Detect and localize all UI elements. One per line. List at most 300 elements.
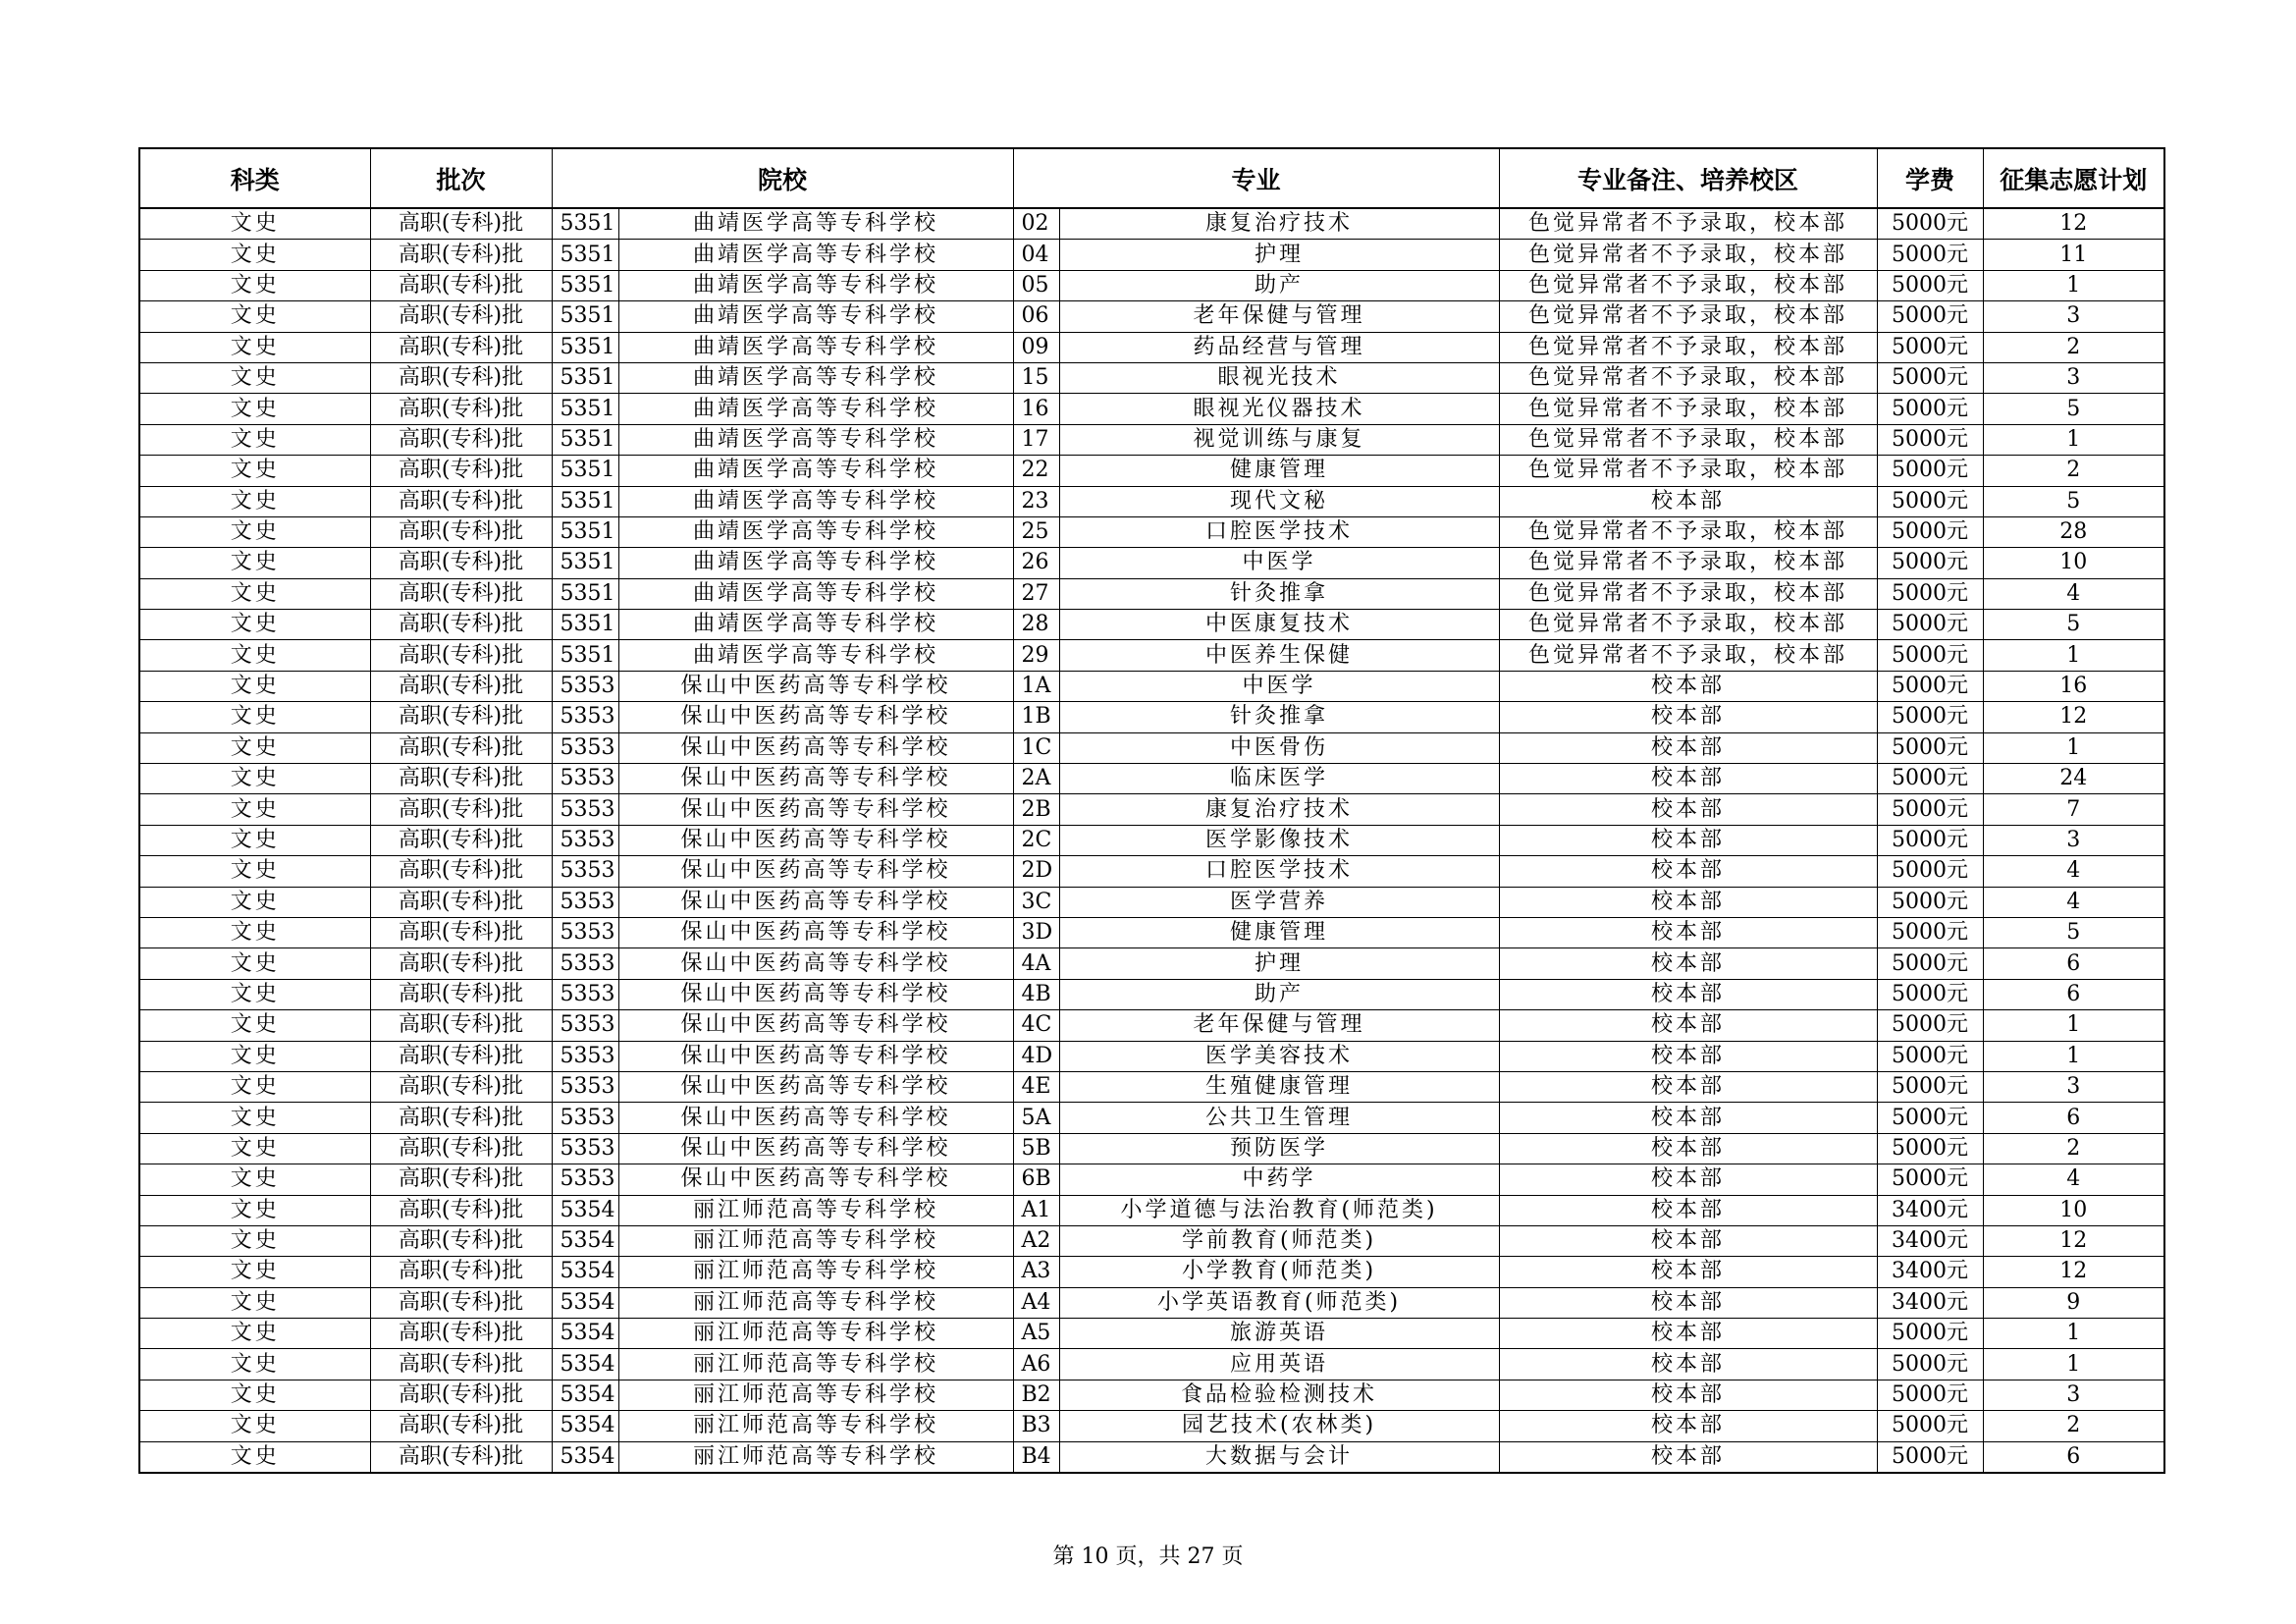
major-name-cell: 中医养生保健 (1059, 640, 1499, 671)
school-name-cell: 丽江师范高等专科学校 (618, 1195, 1013, 1225)
tuition-cell: 5000元 (1877, 240, 1983, 270)
tuition-cell: 5000元 (1877, 1411, 1983, 1441)
plan-count-cell: 7 (1983, 794, 2164, 825)
notes-cell: 色觉异常者不予录取，校本部 (1499, 424, 1877, 455)
notes-cell: 校本部 (1499, 486, 1877, 516)
major-code-cell: A5 (1013, 1319, 1059, 1349)
school-name-cell: 保山中医药高等专科学校 (618, 702, 1013, 732)
batch-cell: 高职(专科)批 (370, 610, 552, 640)
table-row (139, 732, 2164, 763)
major-name-cell: 针灸推拿 (1059, 578, 1499, 609)
plan-count-cell: 5 (1983, 917, 2164, 947)
batch-cell: 高职(专科)批 (370, 424, 552, 455)
major-code-cell: 1A (1013, 671, 1059, 701)
school-code-cell: 5351 (552, 548, 618, 578)
plan-count-cell: 9 (1983, 1287, 2164, 1318)
category-cell: 文史 (139, 362, 370, 393)
batch-cell: 高职(专科)批 (370, 1103, 552, 1133)
major-name-cell: 园艺技术(农林类) (1059, 1411, 1499, 1441)
table-row (139, 948, 2164, 979)
plan-count-cell: 6 (1983, 1441, 2164, 1473)
major-code-cell: 04 (1013, 240, 1059, 270)
plan-count-cell: 1 (1983, 732, 2164, 763)
plan-count-cell: 10 (1983, 1195, 2164, 1225)
notes-cell: 色觉异常者不予录取，校本部 (1499, 208, 1877, 240)
tuition-cell: 5000元 (1877, 208, 1983, 240)
school-name-cell: 曲靖医学高等专科学校 (618, 516, 1013, 547)
batch-cell: 高职(专科)批 (370, 301, 552, 332)
tuition-cell: 5000元 (1877, 825, 1983, 855)
major-name-cell: 老年保健与管理 (1059, 1010, 1499, 1041)
plan-count-cell: 4 (1983, 578, 2164, 609)
tuition-cell: 5000元 (1877, 394, 1983, 424)
batch-cell: 高职(专科)批 (370, 1225, 552, 1256)
major-name-cell: 健康管理 (1059, 917, 1499, 947)
major-name-cell: 健康管理 (1059, 456, 1499, 486)
plan-count-cell: 5 (1983, 610, 2164, 640)
school-name-cell: 曲靖医学高等专科学校 (618, 610, 1013, 640)
plan-count-cell: 11 (1983, 240, 2164, 270)
table-row (139, 856, 2164, 887)
school-name-cell: 保山中医药高等专科学校 (618, 856, 1013, 887)
batch-cell: 高职(专科)批 (370, 456, 552, 486)
plan-count-cell: 3 (1983, 1380, 2164, 1410)
school-code-cell: 5351 (552, 456, 618, 486)
tuition-cell: 3400元 (1877, 1225, 1983, 1256)
major-code-cell: A6 (1013, 1349, 1059, 1380)
table-row (139, 1319, 2164, 1349)
table-header-row (139, 148, 2164, 208)
table-row (139, 578, 2164, 609)
major-code-cell: 09 (1013, 332, 1059, 362)
table-row (139, 1164, 2164, 1195)
tuition-cell: 5000元 (1877, 764, 1983, 794)
school-code-cell: 5354 (552, 1225, 618, 1256)
category-cell: 文史 (139, 208, 370, 240)
plan-count-cell: 3 (1983, 825, 2164, 855)
school-name-cell: 曲靖医学高等专科学校 (618, 424, 1013, 455)
plan-count-cell: 4 (1983, 887, 2164, 917)
batch-cell: 高职(专科)批 (370, 1319, 552, 1349)
major-code-cell: 1C (1013, 732, 1059, 763)
notes-cell: 校本部 (1499, 671, 1877, 701)
school-code-cell: 5351 (552, 362, 618, 393)
table-row (139, 332, 2164, 362)
category-cell: 文史 (139, 856, 370, 887)
school-name-cell: 曲靖医学高等专科学校 (618, 301, 1013, 332)
batch-cell: 高职(专科)批 (370, 1195, 552, 1225)
plan-count-cell: 1 (1983, 424, 2164, 455)
major-name-cell: 临床医学 (1059, 764, 1499, 794)
category-cell: 文史 (139, 917, 370, 947)
school-name-cell: 保山中医药高等专科学校 (618, 1164, 1013, 1195)
batch-cell: 高职(专科)批 (370, 1441, 552, 1473)
notes-cell: 色觉异常者不予录取，校本部 (1499, 640, 1877, 671)
table-row (139, 270, 2164, 300)
school-code-cell: 5354 (552, 1380, 618, 1410)
tuition-cell: 5000元 (1877, 640, 1983, 671)
table-row (139, 979, 2164, 1009)
category-cell: 文史 (139, 516, 370, 547)
category-cell: 文史 (139, 702, 370, 732)
batch-cell: 高职(专科)批 (370, 240, 552, 270)
table-row (139, 208, 2164, 240)
school-name-cell: 保山中医药高等专科学校 (618, 1133, 1013, 1164)
tuition-cell: 5000元 (1877, 1041, 1983, 1071)
category-cell: 文史 (139, 887, 370, 917)
major-name-cell: 老年保健与管理 (1059, 301, 1499, 332)
header-major: 专业 (1013, 148, 1499, 208)
category-cell: 文史 (139, 1010, 370, 1041)
major-name-cell: 中医学 (1059, 671, 1499, 701)
school-code-cell: 5351 (552, 240, 618, 270)
notes-cell: 校本部 (1499, 948, 1877, 979)
school-code-cell: 5351 (552, 578, 618, 609)
table-row (139, 1411, 2164, 1441)
school-name-cell: 丽江师范高等专科学校 (618, 1411, 1013, 1441)
batch-cell: 高职(专科)批 (370, 1041, 552, 1071)
school-name-cell: 曲靖医学高等专科学校 (618, 332, 1013, 362)
major-code-cell: 4B (1013, 979, 1059, 1009)
table-row (139, 424, 2164, 455)
major-code-cell: 2A (1013, 764, 1059, 794)
category-cell: 文史 (139, 240, 370, 270)
tuition-cell: 5000元 (1877, 1319, 1983, 1349)
major-code-cell: B3 (1013, 1411, 1059, 1441)
major-name-cell: 护理 (1059, 948, 1499, 979)
category-cell: 文史 (139, 1195, 370, 1225)
table-row (139, 825, 2164, 855)
tuition-cell: 5000元 (1877, 424, 1983, 455)
plan-count-cell: 2 (1983, 1411, 2164, 1441)
page-number-footer: 第 10 页，共 27 页 (1052, 1544, 1244, 1569)
tuition-cell: 5000元 (1877, 610, 1983, 640)
category-cell: 文史 (139, 301, 370, 332)
plan-count-cell: 1 (1983, 1319, 2164, 1349)
notes-cell: 校本部 (1499, 1133, 1877, 1164)
plan-count-cell: 1 (1983, 640, 2164, 671)
school-code-cell: 5353 (552, 887, 618, 917)
school-code-cell: 5353 (552, 732, 618, 763)
school-code-cell: 5353 (552, 702, 618, 732)
notes-cell: 校本部 (1499, 887, 1877, 917)
tuition-cell: 5000元 (1877, 887, 1983, 917)
school-name-cell: 保山中医药高等专科学校 (618, 1041, 1013, 1071)
tuition-cell: 5000元 (1877, 1441, 1983, 1473)
table-row (139, 1287, 2164, 1318)
school-name-cell: 曲靖医学高等专科学校 (618, 578, 1013, 609)
major-name-cell: 口腔医学技术 (1059, 516, 1499, 547)
major-code-cell: 2D (1013, 856, 1059, 887)
table-row (139, 1225, 2164, 1256)
plan-count-cell: 2 (1983, 332, 2164, 362)
plan-count-cell: 16 (1983, 671, 2164, 701)
tuition-cell: 5000元 (1877, 456, 1983, 486)
batch-cell: 高职(专科)批 (370, 640, 552, 671)
plan-count-cell: 1 (1983, 1041, 2164, 1071)
table-body (139, 208, 2164, 1473)
notes-cell: 色觉异常者不予录取，校本部 (1499, 270, 1877, 300)
plan-count-cell: 12 (1983, 1225, 2164, 1256)
tuition-cell: 5000元 (1877, 671, 1983, 701)
plan-count-cell: 12 (1983, 1257, 2164, 1287)
plan-count-cell: 4 (1983, 856, 2164, 887)
table-row (139, 456, 2164, 486)
notes-cell: 校本部 (1499, 1257, 1877, 1287)
major-name-cell: 护理 (1059, 240, 1499, 270)
notes-cell: 校本部 (1499, 702, 1877, 732)
school-name-cell: 曲靖医学高等专科学校 (618, 548, 1013, 578)
notes-cell: 校本部 (1499, 825, 1877, 855)
major-code-cell: 25 (1013, 516, 1059, 547)
major-code-cell: 23 (1013, 486, 1059, 516)
notes-cell: 校本部 (1499, 1441, 1877, 1473)
major-name-cell: 现代文秘 (1059, 486, 1499, 516)
school-name-cell: 曲靖医学高等专科学校 (618, 208, 1013, 240)
major-code-cell: 02 (1013, 208, 1059, 240)
major-name-cell: 医学营养 (1059, 887, 1499, 917)
header-batch: 批次 (370, 148, 552, 208)
batch-cell: 高职(专科)批 (370, 764, 552, 794)
table-row (139, 394, 2164, 424)
notes-cell: 色觉异常者不予录取，校本部 (1499, 301, 1877, 332)
school-code-cell: 5354 (552, 1349, 618, 1380)
major-name-cell: 公共卫生管理 (1059, 1103, 1499, 1133)
table-row (139, 1103, 2164, 1133)
major-name-cell: 小学道德与法治教育(师范类) (1059, 1195, 1499, 1225)
table-row (139, 671, 2164, 701)
major-code-cell: 4D (1013, 1041, 1059, 1071)
tuition-cell: 5000元 (1877, 1010, 1983, 1041)
school-code-cell: 5354 (552, 1411, 618, 1441)
school-name-cell: 曲靖医学高等专科学校 (618, 394, 1013, 424)
school-code-cell: 5354 (552, 1319, 618, 1349)
batch-cell: 高职(专科)批 (370, 208, 552, 240)
batch-cell: 高职(专科)批 (370, 516, 552, 547)
major-name-cell: 助产 (1059, 270, 1499, 300)
school-code-cell: 5351 (552, 424, 618, 455)
plan-count-cell: 1 (1983, 1010, 2164, 1041)
school-name-cell: 丽江师范高等专科学校 (618, 1349, 1013, 1380)
category-cell: 文史 (139, 1041, 370, 1071)
major-name-cell: 学前教育(师范类) (1059, 1225, 1499, 1256)
school-code-cell: 5351 (552, 486, 618, 516)
school-name-cell: 丽江师范高等专科学校 (618, 1380, 1013, 1410)
table-row (139, 1441, 2164, 1473)
school-code-cell: 5353 (552, 1010, 618, 1041)
major-code-cell: 1B (1013, 702, 1059, 732)
school-name-cell: 曲靖医学高等专科学校 (618, 486, 1013, 516)
category-cell: 文史 (139, 1319, 370, 1349)
major-name-cell: 中医学 (1059, 548, 1499, 578)
table-row (139, 362, 2164, 393)
batch-cell: 高职(专科)批 (370, 332, 552, 362)
batch-cell: 高职(专科)批 (370, 825, 552, 855)
notes-cell: 校本部 (1499, 979, 1877, 1009)
school-name-cell: 保山中医药高等专科学校 (618, 887, 1013, 917)
major-code-cell: B2 (1013, 1380, 1059, 1410)
major-code-cell: A2 (1013, 1225, 1059, 1256)
notes-cell: 校本部 (1499, 1225, 1877, 1256)
table-row (139, 486, 2164, 516)
batch-cell: 高职(专科)批 (370, 548, 552, 578)
table-row (139, 301, 2164, 332)
header-notes: 专业备注、培养校区 (1499, 148, 1877, 208)
category-cell: 文史 (139, 1411, 370, 1441)
plan-count-cell: 5 (1983, 486, 2164, 516)
notes-cell: 色觉异常者不予录取，校本部 (1499, 394, 1877, 424)
category-cell: 文史 (139, 1071, 370, 1102)
major-name-cell: 康复治疗技术 (1059, 794, 1499, 825)
tuition-cell: 5000元 (1877, 270, 1983, 300)
major-code-cell: A3 (1013, 1257, 1059, 1287)
school-code-cell: 5353 (552, 1103, 618, 1133)
tuition-cell: 5000元 (1877, 948, 1983, 979)
notes-cell: 校本部 (1499, 1349, 1877, 1380)
school-name-cell: 保山中医药高等专科学校 (618, 979, 1013, 1009)
major-code-cell: 4C (1013, 1010, 1059, 1041)
plan-count-cell: 3 (1983, 1071, 2164, 1102)
batch-cell: 高职(专科)批 (370, 394, 552, 424)
tuition-cell: 5000元 (1877, 362, 1983, 393)
school-name-cell: 丽江师范高等专科学校 (618, 1287, 1013, 1318)
tuition-cell: 5000元 (1877, 979, 1983, 1009)
category-cell: 文史 (139, 640, 370, 671)
category-cell: 文史 (139, 794, 370, 825)
table-row (139, 1380, 2164, 1410)
tuition-cell: 5000元 (1877, 917, 1983, 947)
major-name-cell: 预防医学 (1059, 1133, 1499, 1164)
batch-cell: 高职(专科)批 (370, 1380, 552, 1410)
category-cell: 文史 (139, 610, 370, 640)
major-code-cell: 28 (1013, 610, 1059, 640)
category-cell: 文史 (139, 1257, 370, 1287)
major-name-cell: 口腔医学技术 (1059, 856, 1499, 887)
notes-cell: 校本部 (1499, 794, 1877, 825)
table-row (139, 764, 2164, 794)
notes-cell: 校本部 (1499, 917, 1877, 947)
tuition-cell: 5000元 (1877, 1380, 1983, 1410)
major-code-cell: 3C (1013, 887, 1059, 917)
category-cell: 文史 (139, 486, 370, 516)
notes-cell: 色觉异常者不予录取，校本部 (1499, 332, 1877, 362)
table-row (139, 1195, 2164, 1225)
category-cell: 文史 (139, 332, 370, 362)
major-name-cell: 旅游英语 (1059, 1319, 1499, 1349)
school-name-cell: 保山中医药高等专科学校 (618, 948, 1013, 979)
batch-cell: 高职(专科)批 (370, 1010, 552, 1041)
tuition-cell: 5000元 (1877, 1103, 1983, 1133)
school-code-cell: 5351 (552, 270, 618, 300)
category-cell: 文史 (139, 1349, 370, 1380)
major-code-cell: 15 (1013, 362, 1059, 393)
plan-count-cell: 12 (1983, 208, 2164, 240)
plan-count-cell: 5 (1983, 394, 2164, 424)
major-name-cell: 针灸推拿 (1059, 702, 1499, 732)
school-code-cell: 5354 (552, 1195, 618, 1225)
major-code-cell: 05 (1013, 270, 1059, 300)
major-name-cell: 应用英语 (1059, 1349, 1499, 1380)
tuition-cell: 3400元 (1877, 1195, 1983, 1225)
notes-cell: 校本部 (1499, 764, 1877, 794)
notes-cell: 校本部 (1499, 1411, 1877, 1441)
school-name-cell: 曲靖医学高等专科学校 (618, 240, 1013, 270)
table-row (139, 1257, 2164, 1287)
school-code-cell: 5351 (552, 394, 618, 424)
category-cell: 文史 (139, 1287, 370, 1318)
major-name-cell: 眼视光技术 (1059, 362, 1499, 393)
major-code-cell: 17 (1013, 424, 1059, 455)
batch-cell: 高职(专科)批 (370, 917, 552, 947)
major-code-cell: 6B (1013, 1164, 1059, 1195)
notes-cell: 色觉异常者不予录取，校本部 (1499, 240, 1877, 270)
category-cell: 文史 (139, 825, 370, 855)
tuition-cell: 5000元 (1877, 516, 1983, 547)
plan-count-cell: 1 (1983, 1349, 2164, 1380)
school-name-cell: 保山中医药高等专科学校 (618, 794, 1013, 825)
category-cell: 文史 (139, 764, 370, 794)
notes-cell: 校本部 (1499, 732, 1877, 763)
tuition-cell: 5000元 (1877, 1349, 1983, 1380)
school-code-cell: 5353 (552, 1133, 618, 1164)
tuition-cell: 5000元 (1877, 1164, 1983, 1195)
batch-cell: 高职(专科)批 (370, 856, 552, 887)
school-name-cell: 保山中医药高等专科学校 (618, 1103, 1013, 1133)
table-row (139, 1010, 2164, 1041)
category-cell: 文史 (139, 1164, 370, 1195)
batch-cell: 高职(专科)批 (370, 1071, 552, 1102)
school-code-cell: 5353 (552, 917, 618, 947)
category-cell: 文史 (139, 1380, 370, 1410)
notes-cell: 校本部 (1499, 1164, 1877, 1195)
school-name-cell: 保山中医药高等专科学校 (618, 764, 1013, 794)
table-row (139, 1349, 2164, 1380)
notes-cell: 校本部 (1499, 1010, 1877, 1041)
table-row (139, 1133, 2164, 1164)
school-name-cell: 保山中医药高等专科学校 (618, 1071, 1013, 1102)
major-code-cell: 29 (1013, 640, 1059, 671)
major-name-cell: 中医骨伤 (1059, 732, 1499, 763)
header-plan: 征集志愿计划 (1983, 148, 2164, 208)
notes-cell: 色觉异常者不予录取，校本部 (1499, 516, 1877, 547)
major-code-cell: 5B (1013, 1133, 1059, 1164)
category-cell: 文史 (139, 456, 370, 486)
category-cell: 文史 (139, 732, 370, 763)
notes-cell: 校本部 (1499, 1041, 1877, 1071)
category-cell: 文史 (139, 424, 370, 455)
batch-cell: 高职(专科)批 (370, 671, 552, 701)
plan-count-cell: 1 (1983, 270, 2164, 300)
major-code-cell: A4 (1013, 1287, 1059, 1318)
batch-cell: 高职(专科)批 (370, 1164, 552, 1195)
school-name-cell: 曲靖医学高等专科学校 (618, 640, 1013, 671)
batch-cell: 高职(专科)批 (370, 794, 552, 825)
plan-count-cell: 3 (1983, 362, 2164, 393)
tuition-cell: 3400元 (1877, 1287, 1983, 1318)
tuition-cell: 5000元 (1877, 578, 1983, 609)
category-cell: 文史 (139, 1441, 370, 1473)
notes-cell: 校本部 (1499, 856, 1877, 887)
major-name-cell: 药品经营与管理 (1059, 332, 1499, 362)
notes-cell: 校本部 (1499, 1287, 1877, 1318)
table-row (139, 548, 2164, 578)
school-code-cell: 5353 (552, 671, 618, 701)
school-code-cell: 5351 (552, 301, 618, 332)
tuition-cell: 5000元 (1877, 301, 1983, 332)
admission-plan-table (138, 147, 2165, 1474)
category-cell: 文史 (139, 270, 370, 300)
tuition-cell: 5000元 (1877, 486, 1983, 516)
